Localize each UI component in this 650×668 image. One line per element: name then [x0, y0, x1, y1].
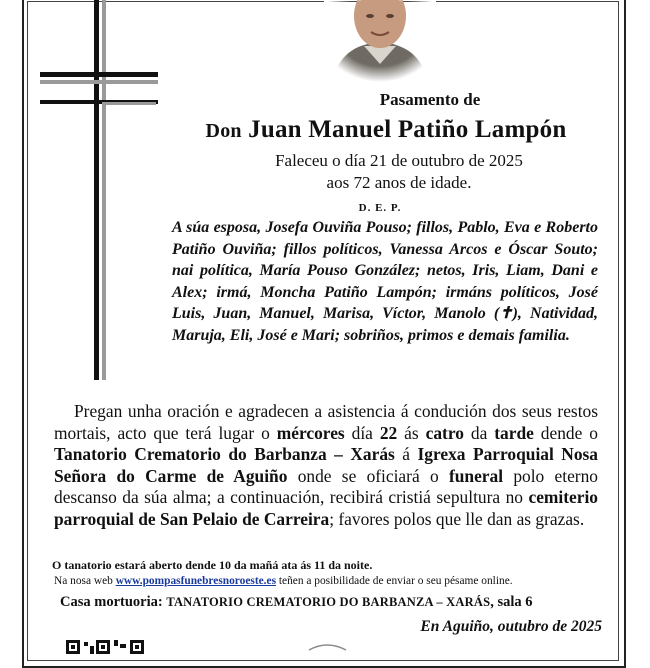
- notice-heading: Pasamento de: [379, 90, 481, 109]
- place-date-signoff: En Aguiño, outubro de 2025: [420, 618, 602, 635]
- service-text-3: ás: [397, 422, 426, 443]
- service-part-of-day: tarde: [494, 422, 534, 443]
- service-text-9: ; favores polos que lle dan as grazas.: [329, 508, 585, 529]
- service-funeral: funeral: [448, 465, 504, 486]
- service-church: Igrexa Parroquial Nosa Señora do Carme de Aguiño: [54, 444, 599, 486]
- service-text-7: onde se oficiará o: [287, 465, 449, 486]
- portrait-photo: [324, 0, 436, 82]
- honorific: Don: [205, 120, 242, 142]
- service-tanatorio: Tanatorio Crematorio do Barbanza – Xarás: [54, 444, 395, 465]
- deceased-full-name: Juan Manuel Patiño Lampón: [248, 116, 567, 143]
- cross-icon: [40, 0, 160, 385]
- death-date: Faleceu o día 21 de outubro de 2025: [275, 151, 523, 170]
- service-day: mércores: [276, 422, 345, 443]
- qr-code-icon: [66, 640, 146, 654]
- website-link[interactable]: www.pompasfunebresnoroeste.es: [115, 575, 277, 587]
- service-date: 22: [379, 422, 398, 443]
- mortuary-line: [60, 594, 620, 611]
- service-text-2: día: [344, 422, 380, 443]
- age-line: aos 72 anos de idade.: [326, 173, 472, 192]
- opening-hours: O tanatorio estará aberto dende 10 da mañá ata ás 11 da noite.: [52, 558, 373, 572]
- service-cemetery: cemiterio parroquial de San Pelaio de Carreira: [54, 487, 598, 529]
- web-suffix: teñen a posibilidade de enviar o seu pésame online.: [276, 575, 513, 587]
- service-text-1: Pregan unha oración e agradecen a asistencia á condución dos seus restos mortais, acto que terá lugar o: [54, 401, 598, 443]
- mortuary-room: , sala 6: [490, 594, 533, 610]
- service-text-6: á: [394, 444, 418, 465]
- mortuary-label: Casa mortuoria:: [60, 594, 163, 610]
- service-paragraph: [54, 401, 598, 531]
- service-text-4: da: [463, 422, 495, 443]
- service-text-5: dende o: [533, 422, 598, 443]
- deceased-name: [166, 116, 606, 144]
- service-hour: catro: [425, 422, 464, 443]
- web-prefix: Na nosa web: [54, 575, 116, 587]
- funeral-home-logo-icon: [305, 642, 350, 652]
- family-list: A súa esposa, Josefa Ouviña Pouso; fillos, Pablo, Eva e Roberto Patiño Ouviña; fillos políticos, Vanessa Arcos e Óscar Souto; nai política, María Pouso González; netos, Iris, Liam, Dani e Alex; irmá, Moncha Patiño Lampón; irmáns políticos, José Luis, Juan, Manuel, Marisa, Víctor, Manolo (✝), Natividad, Maruja, Eli, José e Mari; sobriños, primos e demais familia.: [172, 219, 598, 344]
- rip-mark: D. E. P.: [358, 202, 402, 214]
- death-info: [234, 150, 564, 194]
- service-text-8: polo eterno descanso da súa alma; a continuación, recibirá cristiá sepultura no: [54, 465, 598, 508]
- web-line: [54, 575, 614, 587]
- mortuary-place: TANATORIO CREMATORIO DO BARBANZA – XARÁS: [166, 595, 491, 609]
